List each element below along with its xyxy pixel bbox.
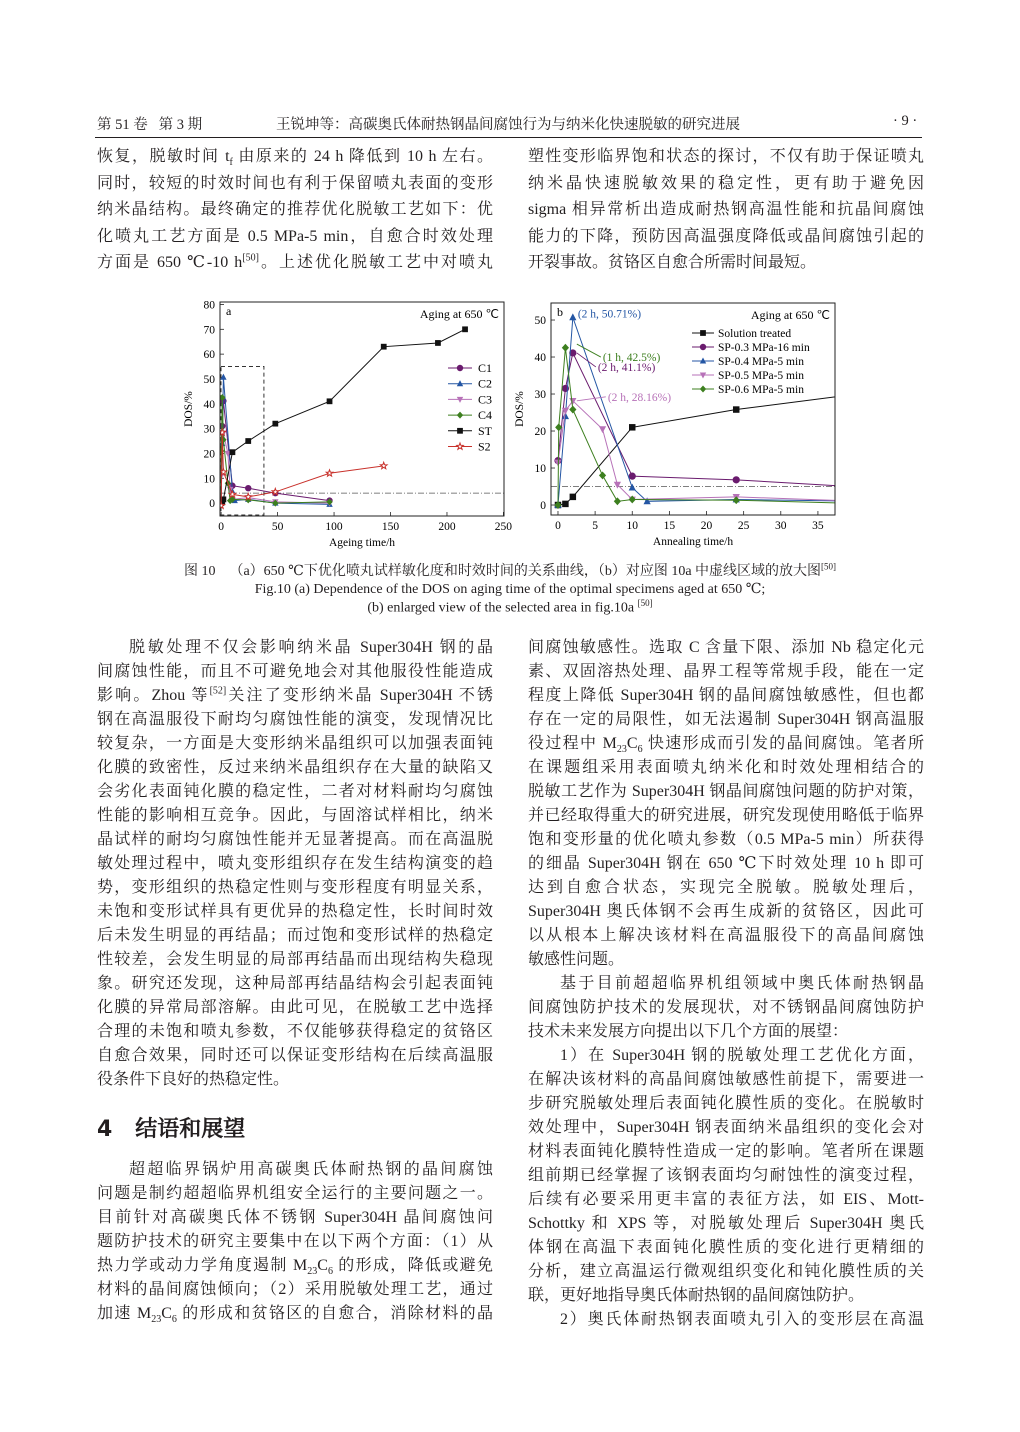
text-line: sigma 相异常析出造成耐热钢高温性能和抗晶间腐蚀 (528, 201, 924, 219)
y-tick-label: 70 (203, 324, 215, 337)
legend-label: C1 (478, 361, 493, 375)
text-line: 题防护技术的研究主要集中在以下两个方面：（1）从 (97, 1233, 493, 1250)
text-line: 势，变形组织的热稳定性则与变形程度有明显关系， (97, 879, 493, 896)
y-tick-label: 30 (203, 423, 215, 436)
marker-diamond (614, 497, 621, 505)
series-line (221, 401, 329, 501)
marker-diamond (569, 406, 576, 414)
text-line: 联，更好地指导奥氏体耐热钢的晶间腐蚀防护。 (528, 1287, 865, 1304)
x-tick-label: 250 (494, 521, 513, 533)
text-line: 组前期已经掌握了该钢表面均匀耐蚀性的演变过程， (528, 1167, 924, 1184)
text-line: 性较差，会发生明显的局部再结晶而出现结构失稳现 (97, 951, 493, 968)
annotation-label: (2 h, 28.16%) (607, 391, 672, 404)
text-line: 2）奥氏体耐热钢表面喷丸引入的变形层在高温 (560, 1311, 924, 1328)
chart-a (183, 299, 512, 549)
text-line: 并已经取得重大的研究进展，研究发现使用略低于临界 (528, 807, 924, 824)
legend-label: SP-0.3 MPa-16 min (718, 342, 810, 354)
marker-triangle-up (911, 498, 918, 505)
marker-square (245, 438, 251, 444)
text-line: 化膜的异常局部溶解。由此可见，在脱敏工艺中选择 (97, 999, 493, 1016)
marker-triangle-up (629, 484, 636, 491)
marker-triangle-down (599, 426, 606, 433)
text-line: 素、双固溶热处理、晶界工程等常规手段，能在一定 (528, 663, 924, 680)
text-line: 能力的下降，预防因高温强度降低或晶间腐蚀引起的 (528, 227, 924, 245)
caption-cn-ref: [50] (821, 561, 837, 572)
text-line: 体钢在高温下表面钝化膜性质的变化进行更精细的 (528, 1239, 924, 1256)
marker-square (629, 424, 635, 430)
text-line: 间腐蚀防护技术的发展现状，对不锈钢晶间腐蚀防护 (528, 999, 924, 1016)
legend-label: C3 (478, 392, 493, 407)
text-line: 材料表面钝化膜特性造成一定的影响。笔者所在课题 (528, 1143, 924, 1160)
text-line: 脱敏处理不仅会影响纳米晶 Super304H 钢的晶 (129, 639, 493, 656)
text-line: 未饱和变形试样具有更优异的热稳定性，长时间时效 (97, 903, 493, 920)
annotation-label: (2 h, 41.1%) (597, 361, 656, 374)
text-line: Schottky 和 XPS 等，对脱敏处理后 Super304H 奥氏 (528, 1215, 924, 1232)
legend (448, 361, 493, 454)
marker-circle (733, 476, 740, 483)
marker-square (911, 383, 917, 389)
y-tick-label: 20 (534, 426, 546, 439)
x-tick-label: 10 (626, 520, 638, 532)
section-number: 4 (97, 1117, 113, 1142)
x-tick-label: 200 (438, 521, 456, 533)
text-line: 基于目前超超临界机组领域中奥氏体耐热钢晶 (560, 975, 924, 992)
journal-volume-issue: 第 51 卷 第 3 期 (97, 117, 203, 133)
y-tick-label: 80 (203, 299, 215, 312)
text-line: 化喷丸工艺方面是 0.5 MPa-5 min，自愈合时效处理 (97, 227, 493, 245)
panel-label: b (557, 305, 563, 319)
text-line: 同时，较短的时效时间也有利于保留喷丸表面的变形 (97, 174, 493, 192)
legend-label: SP-0.5 MPa-5 min (718, 370, 804, 382)
legend-label: S2 (478, 439, 491, 454)
series-st (218, 326, 468, 506)
text-line: 程度上降低 Super304H 钢的晶间腐蚀敏感性，但也都 (528, 687, 924, 704)
text-line: 间腐蚀敏感性。选取 C 含量下限、添加 Nb 稳定化元 (528, 639, 924, 656)
text-line: 以从根本上解决该材料在高温服役下的高晶间腐蚀 (528, 927, 924, 944)
series-line (221, 329, 465, 503)
marker-circle (700, 344, 706, 350)
section-title: 结语和展望 (135, 1117, 246, 1142)
y-tick-label: 10 (203, 473, 215, 486)
y-tick-label: 40 (534, 352, 546, 365)
legend-label: SP-0.6 MPa-5 min (718, 384, 804, 396)
caption-en-text: (b) enlarged view of the selected area in fig.10a (367, 600, 638, 616)
series-line (221, 377, 329, 504)
text-line: 饱和变形量的优化喷丸参数（0.5 MPa-5 min）所获得 (528, 831, 924, 848)
marker-square (700, 330, 706, 336)
text-line: 敏感性问题。 (528, 951, 625, 968)
y-tick-label: 50 (203, 373, 215, 386)
legend-label: C4 (478, 408, 493, 423)
figure-10-charts (0, 0, 1020, 560)
text-line: 恢复，脱敏时间 $t_f$ 由原来的 24 h 降低到 10 h 左右。 (97, 148, 493, 169)
y-tick-label: 30 (534, 389, 546, 402)
text-line: 存在一定的局限性，如无法遏制 Super304H 钢高温服 (528, 711, 924, 728)
text-line: 塑性变形临界饱和状态的探讨，不仅有助于保证喷丸 (528, 148, 924, 165)
text-line: 晶试样的耐均匀腐蚀性能并无显著提高。而在高温脱 (97, 831, 493, 848)
text-line: 后未发生明显的再结晶；而过饱和变形试样的热稳定 (97, 927, 493, 944)
text-line: 材料的晶间腐蚀倾向；（2）采用脱敏处理工艺，通过 (97, 1281, 493, 1298)
x-tick-label: 100 (325, 521, 343, 533)
caption-cn-text: 图 10 （a）650 ℃下优化喷丸试样敏化度和时效时间的关系曲线，（b）对应图 10a 中虚线区域的放大图 (183, 564, 822, 579)
y-tick-label: 10 (534, 463, 546, 476)
text-line: 步研究脱敏处理后表面钝化膜性质的变化。在脱敏时 (528, 1095, 924, 1112)
section-heading (97, 1112, 245, 1143)
marker-star (245, 493, 252, 499)
text-line: Super304H 奥氏体钢不会再生成新的贫铬区，因此可 (528, 903, 924, 920)
y-tick-label: 0 (209, 498, 215, 511)
text-line: 方面是 650 ℃-10 h[50]。上述优化脱敏工艺中对喷丸 (97, 253, 493, 272)
marker-star (326, 470, 333, 476)
marker-square (381, 344, 387, 350)
text-line: 技术未来发展方向提出以下几个方面的展望： (528, 1023, 849, 1040)
marker-circle (245, 485, 251, 491)
text-line: 达到自愈合状态，实现完全脱敏。脱敏处理后， (528, 879, 924, 896)
plot-frame (220, 302, 504, 516)
text-line: 的细晶 Super304H 钢在 650 ℃下时效处理 10 h 即可 (528, 855, 924, 872)
x-tick-label: 25 (737, 520, 750, 532)
text-line: 较复杂，一方面是大变形纳米晶组织可以加强表面钝 (97, 735, 493, 752)
marker-square (272, 421, 278, 427)
text-line: 热力学或动力学角度遏制 $M_{23}C_6$ 的形成，降低或避免 (97, 1257, 493, 1278)
y-tick-label: 20 (203, 448, 215, 461)
text-line: 敏处理过程中，喷丸变形组织存在发生结构演变的趋 (97, 855, 493, 872)
marker-triangle-down (911, 500, 918, 507)
legend-label: ST (478, 423, 493, 438)
marker-square (733, 406, 739, 412)
x-tick-label: 35 (812, 520, 824, 532)
y-tick-label: 50 (534, 315, 546, 328)
text-line: 目前针对高碳奥氏体不锈钢 Super304H 晶间腐蚀问 (97, 1209, 493, 1226)
annotation-label: (1 h, 42.5%) (602, 352, 661, 365)
legend-label: SP-0.4 MPa-5 min (718, 356, 804, 368)
figure-caption-cn (0, 560, 1020, 580)
x-tick-label: 0 (218, 521, 225, 533)
marker-square (457, 428, 463, 434)
marker-star (457, 443, 464, 449)
marker-diamond (457, 412, 463, 419)
series-sp-0-5-mpa-5-min (554, 398, 918, 507)
x-tick-label: 30 (775, 520, 787, 532)
bottom-right-text (528, 636, 924, 1332)
marker-square (562, 501, 568, 507)
x-axis-label: Ageing time/h (328, 537, 396, 549)
x-tick-label: 5 (592, 520, 598, 532)
marker-diamond (700, 385, 706, 392)
x-tick-label: 15 (663, 520, 676, 532)
marker-diamond (599, 471, 606, 479)
text-line: 纳米晶结构。最终确定的推荐优化脱敏工艺如下：优 (97, 201, 493, 219)
text-line: 役条件下良好的热稳定性。 (97, 1071, 290, 1088)
annotation-label: (2 h, 50.71%) (577, 308, 642, 321)
page-number: · 9 · (893, 113, 918, 129)
text-line: 役过程中 $M_{23}C_6$ 快速形成而引发的晶间腐蚀。笔者所 (528, 735, 924, 756)
marker-circle (629, 473, 636, 480)
text-line: 分析，建立高温运行微观组织变化和钝化膜性质的关 (528, 1263, 924, 1280)
x-tick-label: 150 (381, 521, 400, 533)
text-line: 脱敏工艺作为 Super304H 钢晶间腐蚀问题的防护对策， (528, 783, 924, 800)
text-line: 象。研究还发现，这种局部再结晶结构会引起表面钝 (97, 975, 493, 992)
legend-label: C2 (478, 376, 493, 391)
marker-circle (457, 365, 463, 371)
text-line: 间腐蚀性能，而且不可避免地会对其他服役性能造成 (97, 663, 493, 680)
x-tick-label: 20 (700, 520, 713, 532)
text-line: 问题是制约超超临界机组安全运行的主要问题之一。 (97, 1185, 493, 1202)
y-tick-label: 40 (203, 398, 215, 411)
text-line: 效处理中，Super304H 钢表面纳米晶组织的变化会对 (528, 1119, 924, 1136)
marker-triangle-up (569, 313, 576, 320)
text-line: 钢在高温服役下耐均匀腐蚀性能的演变，发现情况比 (97, 711, 493, 728)
chart-b (514, 303, 918, 548)
bottom-left-text (97, 636, 493, 1092)
x-tick-label: 50 (271, 521, 284, 533)
y-axis-label: DOS/% (514, 391, 526, 427)
text-line: 在课题组采用表面喷丸纳米化和时效处理相结合的 (528, 759, 924, 776)
marker-square (462, 326, 468, 332)
text-line: 后续有必要采用更丰富的表征方法，如 EIS、Mott- (528, 1191, 924, 1208)
text-line: 1）在 Super304H 钢的脱敏处理工艺优化方面， (560, 1047, 924, 1064)
panel-label: a (226, 304, 232, 318)
text-line: 超超临界锅炉用高碳奥氏体耐热钢的晶间腐蚀 (129, 1161, 493, 1178)
y-tick-label: 60 (203, 349, 215, 362)
figure-caption-en-1: Fig.10 (a) Dependence of the DOS on aging time of the optimal specimens aged at 650 ℃; (254, 582, 766, 597)
text-line: 自愈合效果，同时还可以保证变形结构在后续高温服 (97, 1047, 493, 1064)
plot-area (218, 326, 504, 515)
text-line: 加速 $M_{23}C_6$ 的形成和贫铬区的自愈合，消除材料的晶 (97, 1305, 493, 1326)
text-line: 化膜的致密性，反过来纳米晶组织存在大量的缺陷又 (97, 759, 493, 776)
legend (692, 328, 810, 396)
running-title: 王锐坤等：高碳奥氏体耐热钢晶间腐蚀行为与纳米化快速脱敏的研究进展 (276, 117, 740, 133)
text-line: 会劣化表面钝化膜的稳定性，二者对材料耐均匀腐蚀 (97, 783, 493, 800)
chart-title: Aging at 650 ℃ (750, 308, 830, 322)
text-line: 影响。Zhou 等[52]关注了变形纳米晶 Super304H 不锈 (97, 685, 493, 704)
text-line: 在解决该材料的高晶间腐蚀敏感性前提下，需要进一 (528, 1071, 924, 1088)
marker-diamond (911, 501, 918, 509)
series-line (558, 387, 914, 505)
chart-title: Aging at 650 ℃ (419, 307, 499, 321)
x-axis-label: Annealing time/h (652, 536, 734, 548)
caption-en-ref: [50] (637, 598, 653, 608)
legend-label: Solution treated (718, 328, 792, 340)
marker-square (570, 494, 576, 500)
marker-square (327, 398, 333, 404)
figure-caption-en-2 (0, 598, 1020, 617)
text-line: 开裂事故。贫铬区自愈合所需时间最短。 (528, 254, 817, 272)
bottom-left-text-2 (97, 1158, 493, 1326)
marker-diamond (562, 344, 569, 352)
marker-circle (911, 487, 918, 494)
y-tick-label: 0 (540, 500, 546, 513)
marker-square (435, 340, 441, 346)
marker-square (230, 449, 236, 455)
text-line: 性能的影响相互竞争。因此，与固溶试样相比，纳米 (97, 807, 493, 824)
text-line: 纳米晶快速脱敏效果的稳定性，更有助于避免因 (528, 174, 924, 192)
marker-star (380, 462, 387, 468)
x-tick-label: 0 (555, 520, 561, 532)
text-line: 合理的未饱和喷丸参数，不仅能够获得稳定的贫铬区 (97, 1023, 493, 1040)
y-axis-label: DOS/% (183, 391, 195, 427)
